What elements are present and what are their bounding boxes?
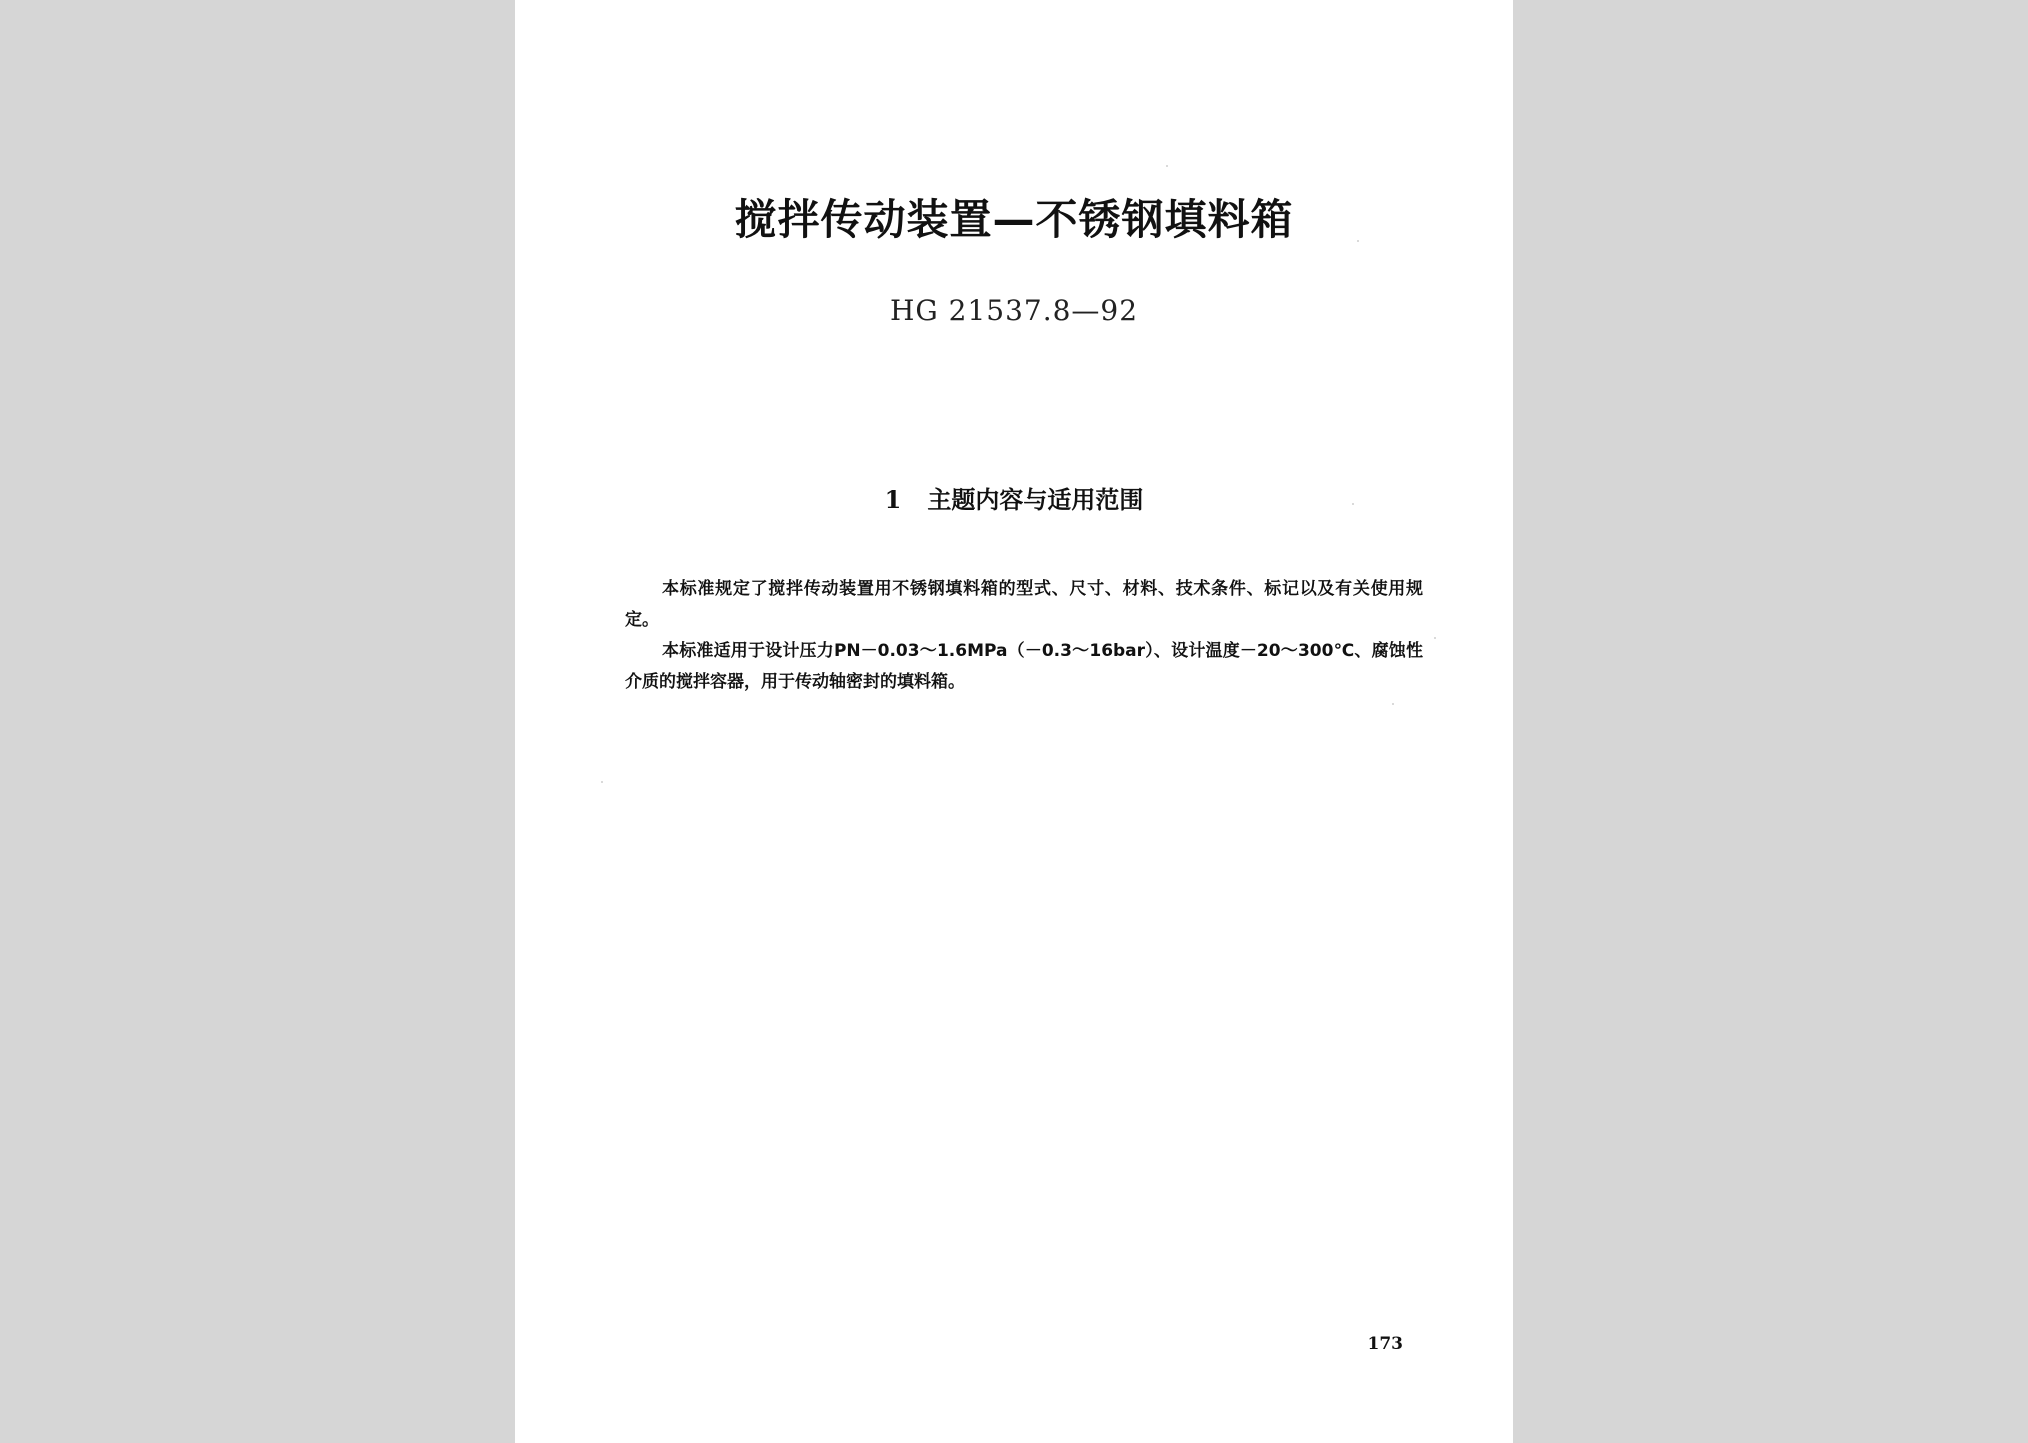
page-number: 173	[1367, 1334, 1403, 1354]
section-title: 主题内容与适用范围	[927, 486, 1144, 514]
section-number: 1	[884, 485, 902, 514]
standard-code: HG 21537.8—92	[889, 294, 1139, 327]
paragraph-applicability: 本标准适用于设计压力PN－0.03～1.6MPa（－0.3～16bar）、设计温度－20～300℃、腐蚀性介质的搅拌容器，用于传动轴密封的填料箱。	[625, 641, 1423, 692]
scan-speck	[1352, 503, 1354, 505]
scan-speck	[1392, 703, 1394, 705]
section-heading	[515, 480, 1513, 515]
document-page	[515, 0, 1513, 1443]
paragraph-scope: 本标准规定了搅拌传动装置用不锈钢填料箱的型式、尺寸、材料、技术条件、标记以及有关使用规定。	[625, 579, 1423, 630]
scan-speck	[1434, 637, 1436, 639]
scan-speck	[601, 781, 603, 783]
scan-speck	[1357, 240, 1359, 242]
body-text	[625, 574, 1423, 698]
scan-speck	[1166, 165, 1168, 167]
document-title: 搅拌传动装置—不锈钢填料箱	[734, 195, 1294, 244]
